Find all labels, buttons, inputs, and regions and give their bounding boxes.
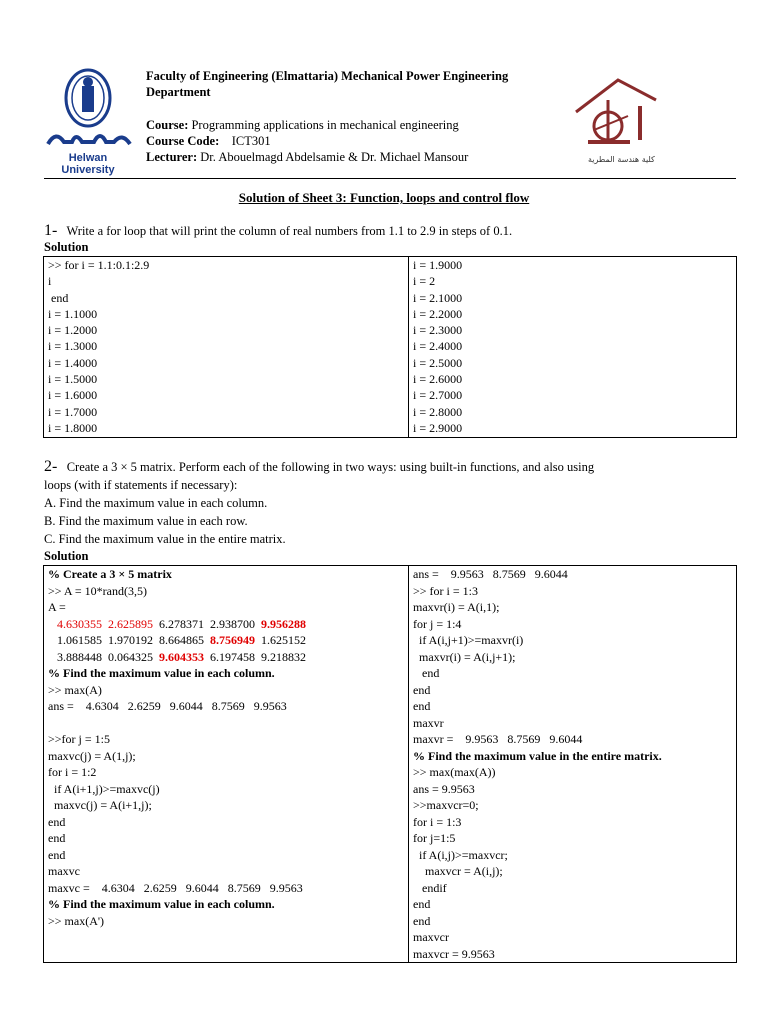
helwan-university-logo xyxy=(42,66,134,176)
output-line: i xyxy=(48,274,52,289)
course-row xyxy=(146,117,468,133)
code-line: end xyxy=(413,666,440,680)
blank-line xyxy=(48,715,404,732)
header-divider xyxy=(44,178,736,179)
faculty-name xyxy=(146,68,508,100)
output-line: i = 2.4000 xyxy=(413,339,463,354)
matrix-cell: 4.630355 xyxy=(57,616,102,631)
output-line: i = 2 xyxy=(413,274,436,289)
faculty-line-1: Faculty of Engineering (Elmattaria) Mechanical Power Engineering xyxy=(146,69,509,83)
matrix-cell: 9.218832 xyxy=(261,649,306,664)
matrix-cell: 8.664865 xyxy=(159,633,204,647)
code-line: ans = 9.9563 8.7569 9.6044 xyxy=(413,567,568,581)
university-name: Helwan University xyxy=(61,152,115,176)
matrix-cell: 1.061585 xyxy=(57,633,102,647)
lecturer-label: Lecturer: xyxy=(146,150,198,164)
code-line: end xyxy=(413,699,431,713)
code-line: maxvr(i) = A(i,1); xyxy=(413,600,500,614)
solution-2-right-cell xyxy=(409,566,737,963)
output-line: i = 1.2000 xyxy=(48,323,98,338)
matrix-cell: 1.625152 xyxy=(261,633,306,647)
code-line: if A(i+1,j)>=maxvc(j) xyxy=(48,781,160,796)
code-line: >>maxvcr=0; xyxy=(413,798,479,812)
matrix-cell: 0.064325 xyxy=(108,649,153,664)
matrix-cell: 1.970192 xyxy=(108,633,153,647)
course-label: Course: xyxy=(146,118,189,132)
svg-text:كلية هندسة المطرية: كلية هندسة المطرية xyxy=(588,155,655,164)
output-line: i = 2.6000 xyxy=(413,372,463,387)
matrix-cell: 2.938700 xyxy=(210,616,255,631)
matrix-cell: 9.604353 xyxy=(159,649,204,664)
comment-max-entire: % Find the maximum value in the entire matrix. xyxy=(413,748,662,763)
page-title: Solution of Sheet 3: Function, loops and control flow xyxy=(238,190,530,205)
comment-create-matrix: % Create a 3 × 5 matrix xyxy=(48,567,172,581)
course-value: Programming applications in mechanical engineering xyxy=(191,118,459,132)
solution-1-label: Solution xyxy=(44,240,89,254)
code-line: maxvc(j) = A(i+1,j); xyxy=(48,798,152,812)
code-line: maxvc(j) = A(1,j); xyxy=(48,748,136,763)
solution-1-left-cell xyxy=(44,257,409,438)
question-2-line-1 xyxy=(44,458,594,476)
comment-max-column: % Find the maximum value in each column. xyxy=(48,666,275,680)
matrix-row-2 xyxy=(48,632,404,649)
code-line: A = xyxy=(48,600,66,614)
code-line: >> max(A') xyxy=(48,913,105,928)
output-line: i = 1.7000 xyxy=(48,404,98,419)
output-line: >> for i = 1.1:0.1:2.9 xyxy=(48,258,150,272)
code-line: maxvr xyxy=(413,715,444,730)
matrix-row-3 xyxy=(48,649,404,666)
code-line: maxvcr = A(i,j); xyxy=(413,864,503,878)
output-line: i = 2.3000 xyxy=(413,323,463,338)
question-2-part-a: A. Find the maximum value in each column. xyxy=(44,496,268,510)
code-line: for j=1:5 xyxy=(413,831,456,845)
output-line: end xyxy=(48,290,69,305)
code-line: if A(i,j+1)>=maxvr(i) xyxy=(413,633,524,647)
code-line: for j = 1:4 xyxy=(413,616,462,631)
output-line: i = 1.5000 xyxy=(48,372,98,387)
output-line: i = 1.6000 xyxy=(48,388,98,403)
question-1-text: Write a for loop that will print the column of real numbers from 1.1 to 2.9 in steps of 0.1. xyxy=(66,224,513,238)
code-line: end xyxy=(413,897,431,911)
output-line: i = 2.5000 xyxy=(413,355,463,370)
code-line: maxvcr xyxy=(413,930,449,944)
code-line: end xyxy=(413,913,431,928)
output-line: i = 1.4000 xyxy=(48,355,98,370)
question-2-number: 2- xyxy=(44,458,58,475)
code-line: maxvc xyxy=(48,864,80,878)
output-line: i = 2.8000 xyxy=(413,404,463,419)
comment-max-column-2: % Find the maximum value in each column. xyxy=(48,897,275,911)
code-line: end xyxy=(413,682,431,697)
code-line: for i = 1:2 xyxy=(48,765,97,779)
solution-1-table xyxy=(43,256,737,438)
code-line: maxvc = 4.6304 2.6259 9.6044 8.7569 9.9563 xyxy=(48,880,303,895)
matrix-cell: 6.278371 xyxy=(159,616,204,631)
solution-1-right-cell xyxy=(409,257,737,438)
code-line: ans = 4.6304 2.6259 9.6044 8.7569 9.9563 xyxy=(48,699,287,713)
code-line: maxvcr = 9.9563 xyxy=(413,946,495,961)
matrix-row-1 xyxy=(48,616,404,633)
output-line: i = 2.9000 xyxy=(413,420,463,435)
code-line: end xyxy=(48,831,66,845)
code-line: end xyxy=(48,814,66,829)
matrix-cell: 3.888448 xyxy=(57,649,102,664)
course-code-row xyxy=(146,133,468,149)
question-2-text-1: Create a 3 × 5 matrix. Perform each of the following in two ways: using built-in functions, and also using xyxy=(66,460,595,474)
question-1-number: 1- xyxy=(44,222,58,239)
matrix-cell: 8.756949 xyxy=(210,633,255,647)
course-info xyxy=(146,117,468,165)
code-line: endif xyxy=(413,880,447,895)
code-line: >>for j = 1:5 xyxy=(48,732,110,746)
code-line: end xyxy=(48,847,66,862)
solution-1-right-lines xyxy=(413,257,732,436)
code-line: maxvr(i) = A(i,j+1); xyxy=(413,649,516,664)
lab-logo xyxy=(568,70,660,168)
question-2-text-2: loops (with if statements if necessary): xyxy=(44,478,238,492)
solution-2-table xyxy=(43,565,737,963)
code-line: >> max(A) xyxy=(48,682,102,697)
output-line: i = 1.1000 xyxy=(48,306,98,321)
lecturer-value: Dr. Abouelmagd Abdelsamie & Dr. Michael Mansour xyxy=(200,150,469,164)
course-code-value: ICT301 xyxy=(231,134,271,148)
question-2-part-c: C. Find the maximum value in the entire matrix. xyxy=(44,532,286,546)
code-line: maxvr = 9.9563 8.7569 9.6044 xyxy=(413,732,583,746)
matrix-cell: 9.956288 xyxy=(261,616,306,631)
question-2-part-b: B. Find the maximum value in each row. xyxy=(44,514,248,528)
code-line: for i = 1:3 xyxy=(413,814,462,829)
output-line: i = 2.2000 xyxy=(413,306,463,321)
matrix-cell: 6.197458 xyxy=(210,649,255,664)
output-line: i = 2.1000 xyxy=(413,290,463,305)
question-2 xyxy=(44,458,594,548)
code-line: >> max(max(A)) xyxy=(413,765,496,779)
output-line: i = 1.3000 xyxy=(48,339,98,354)
output-line: i = 1.9000 xyxy=(413,258,463,272)
solution-1-left-lines xyxy=(48,257,404,436)
code-line: if A(i,j)>=maxvcr; xyxy=(413,847,508,862)
output-line: i = 2.7000 xyxy=(413,388,463,403)
course-code-label: Course Code: xyxy=(146,134,220,148)
code-line: >> A = 10*rand(3,5) xyxy=(48,583,147,598)
faculty-line-2: Department xyxy=(146,85,211,99)
solution-2-left-cell xyxy=(44,566,409,963)
matrix-cell: 2.625895 xyxy=(108,616,153,631)
code-line: ans = 9.9563 xyxy=(413,781,475,796)
lecturer-row xyxy=(146,149,468,165)
solution-2-label: Solution xyxy=(44,549,89,563)
output-line: i = 1.8000 xyxy=(48,420,98,435)
code-line: >> for i = 1:3 xyxy=(413,583,478,598)
question-1 xyxy=(44,222,512,240)
